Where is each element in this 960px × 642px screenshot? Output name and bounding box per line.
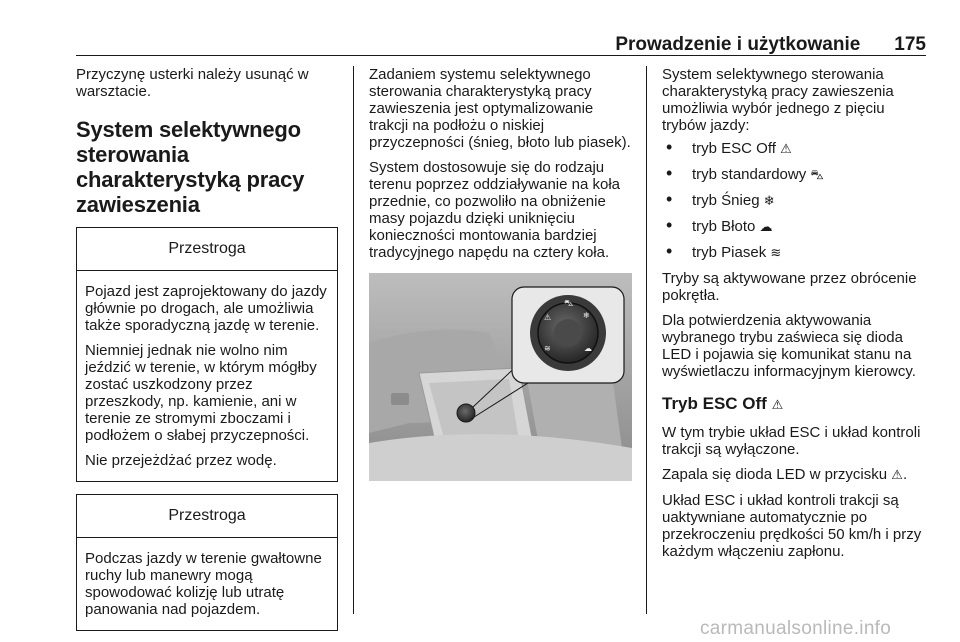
svg-text:☁: ☁ (584, 344, 592, 353)
mode-label: tryb ESC Off (692, 140, 776, 157)
standard-mode-icon: ⛍ (810, 168, 824, 183)
modes-list (662, 140, 926, 262)
snow-mode-icon: ❄ (763, 194, 775, 209)
body-text (662, 466, 926, 484)
list-item (662, 244, 926, 262)
period: . (902, 466, 908, 483)
mode-label: tryb standardowy (692, 166, 807, 183)
column-2 (369, 66, 632, 481)
warning-box-1 (76, 227, 338, 482)
body-text-fragment: Zapala się dioda LED w przycisku (662, 466, 888, 483)
warning-text: Podczas jazdy w terenie gwałtowne ruchy lub manewry mogą spowodować kolizję lub utratę panowania nad pojazdem. (85, 550, 322, 618)
svg-text:❄: ❄ (583, 311, 590, 320)
body-text: Tryby są aktywowane przez obrócenie pokrętła. (662, 270, 917, 304)
warning-text: Pojazd jest zaprojektowany do jazdy głównie po drogach, ale umożliwia także sporadyczną jazdę w terenie. (85, 283, 327, 334)
section-title: System selektywnego sterowania charakterystyką pracy zawieszenia (76, 117, 305, 217)
svg-text:⛍: ⛍ (564, 299, 574, 309)
warning-text: Nie przejeżdżać przez wodę. (85, 452, 277, 469)
esc-off-icon: ⚠ (771, 398, 784, 413)
svg-text:≋: ≋ (544, 344, 551, 353)
subsection-title (662, 394, 926, 416)
body-text: System dostosowuje się do rodzaju terenu poprzez oddziaływanie na koła przednie, co pozwoliło na obniżenie masy pojazdu dzięki uniknięciu konieczności montowania bardziej tradycyjnego napędu na cztery koła. (369, 159, 620, 261)
esc-off-icon: ⚠ (780, 142, 792, 157)
warning-title: Przestroga (77, 228, 337, 271)
list-item (662, 218, 926, 236)
svg-text:⚠: ⚠ (544, 313, 552, 322)
mud-mode-icon: ☁ (759, 220, 773, 235)
esc-off-icon: ⚠ (891, 468, 903, 483)
body-text: Dla potwierdzenia aktywowania wybranego trybu zaświeca się dioda LED i pojawia się komunikat stanu na wyświetlaczu informacyjnym kierowcy. (662, 312, 916, 380)
body-text: System selektywnego sterowania charakterystyką pracy zawieszenia umożliwia wybór jednego z pięciu trybów jazdy: (662, 66, 894, 134)
console-photo (369, 273, 632, 481)
body-text: Układ ESC i układ kontroli trakcji są uaktywniane automatycznie po przekroczeniu prędkości 50 km/h i przy każdym włączeniu zapłonu. (662, 492, 922, 560)
mode-label: tryb Piasek (692, 244, 767, 261)
column-1 (76, 66, 338, 631)
list-item (662, 166, 926, 184)
header-rule (76, 55, 926, 56)
subsection-title-text: Tryb ESC Off (662, 394, 767, 413)
mode-label: tryb Błoto (692, 218, 756, 235)
body-text: W tym trybie układ ESC i układ kontroli trakcji są wyłączone. (662, 424, 921, 458)
list-item (662, 192, 926, 210)
warning-box-2 (76, 494, 338, 631)
warning-text: Niemniej jednak nie wolno nim jeździć w terenie, w którym mógłby zostać uszkodzony przez przeszkody, np. kamienie, ani w terenie ze stromymi zboczami i podłożem o słabej przyczepności. (85, 342, 317, 444)
warning-body (77, 271, 337, 481)
watermark: carmanualsonline.info (700, 618, 892, 639)
sand-mode-icon: ≋ (770, 246, 782, 261)
column-3 (662, 66, 926, 568)
header-title: Prowadzenie i użytkowanie (615, 34, 861, 55)
list-item (662, 140, 926, 158)
mode-label: tryb Śnieg (692, 192, 760, 209)
body-text: Zadaniem systemu selektywnego sterowania charakterystyką pracy zawieszenia jest optymalizowanie trakcji na podłożu o niskiej przyczepności (śnieg, błoto lub piasek). (369, 66, 631, 151)
warning-title: Przestroga (77, 495, 337, 538)
column-divider-2 (646, 66, 647, 614)
page-header (0, 26, 926, 56)
column-divider-1 (353, 66, 354, 614)
warning-body (77, 538, 337, 630)
page-number: 175 (894, 34, 926, 55)
intro-text: Przyczynę usterki należy usunąć w warsztacie. (76, 66, 309, 100)
